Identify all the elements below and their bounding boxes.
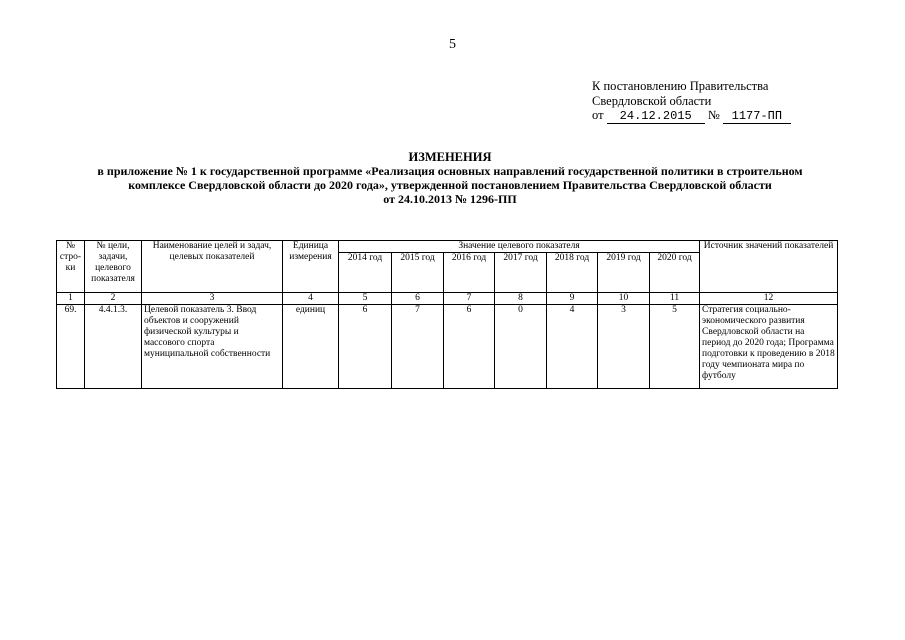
decree-number: 1177-ПП bbox=[723, 110, 791, 124]
heading-line-2: комплексе Свердловской области до 2020 года», утвержденной постановлением Правительства Свердловской области bbox=[128, 178, 772, 192]
decree-date: 24.12.2015 bbox=[607, 110, 705, 124]
header-year: 2014 год bbox=[339, 253, 392, 293]
cell-value-2014: 6 bbox=[339, 305, 392, 389]
cell-name: Целевой показатель 3. Ввод объектов и сооружений физической культуры и массового спорта муниципальной собственности bbox=[142, 305, 283, 389]
header-year: 2018 год bbox=[547, 253, 598, 293]
cell-goal-no: 4.4.1.3. bbox=[85, 305, 142, 389]
cell-value-2020: 5 bbox=[650, 305, 700, 389]
cell-value-2016: 6 bbox=[444, 305, 495, 389]
column-number: 9 bbox=[547, 293, 598, 305]
appendix-line-1: К постановлению Правительства bbox=[592, 79, 769, 93]
header-name: Наименование целей и задач, целевых показателей bbox=[142, 241, 283, 293]
heading-line-1: в приложение № 1 к государственной программе «Реализация основных направлений государственной политики в строительном bbox=[97, 164, 803, 178]
cell-value-2018: 4 bbox=[547, 305, 598, 389]
header-year: 2016 год bbox=[444, 253, 495, 293]
header-goal-no: № цели, задачи, целевого показателя bbox=[85, 241, 142, 293]
appendix-line-2: Свердловской области bbox=[592, 93, 712, 108]
from-label: от bbox=[592, 108, 604, 122]
header-year: 2015 год bbox=[392, 253, 444, 293]
page-number: 5 bbox=[449, 37, 456, 52]
column-number: 6 bbox=[392, 293, 444, 305]
appendix-date-line bbox=[592, 108, 791, 124]
column-number: 10 bbox=[598, 293, 650, 305]
header-year: 2020 год bbox=[650, 253, 700, 293]
column-number: 8 bbox=[495, 293, 547, 305]
column-number-row bbox=[57, 293, 838, 305]
header-unit: Единица измерения bbox=[283, 241, 339, 293]
column-number: 12 bbox=[700, 293, 838, 305]
document-heading bbox=[40, 150, 860, 206]
header-value-group: Значение целевого показателя bbox=[339, 241, 700, 253]
number-label: № bbox=[707, 108, 720, 122]
column-number: 7 bbox=[444, 293, 495, 305]
cell-value-2017: 0 bbox=[495, 305, 547, 389]
appendix-block bbox=[592, 79, 791, 124]
indicators-table bbox=[56, 240, 838, 389]
header-source: Источник значений показателей bbox=[700, 241, 838, 293]
cell-value-2015: 7 bbox=[392, 305, 444, 389]
column-number: 2 bbox=[85, 293, 142, 305]
heading-line-3: от 24.10.2013 № 1296-ПП bbox=[383, 192, 517, 206]
header-year: 2017 год bbox=[495, 253, 547, 293]
column-number: 11 bbox=[650, 293, 700, 305]
cell-row-no: 69. bbox=[57, 305, 85, 389]
column-number: 1 bbox=[57, 293, 85, 305]
column-number: 4 bbox=[283, 293, 339, 305]
header-year: 2019 год bbox=[598, 253, 650, 293]
cell-unit: единиц bbox=[283, 305, 339, 389]
cell-value-2019: 3 bbox=[598, 305, 650, 389]
column-number: 3 bbox=[142, 293, 283, 305]
heading-title: ИЗМЕНЕНИЯ bbox=[408, 150, 492, 164]
cell-source: Стратегия социально-экономического развития Свердловской области на период до 2020 года; Программа подготовки к проведению в 2018 году чемпионата мира по футболу bbox=[700, 305, 838, 389]
header-row-no: № стро-ки bbox=[57, 241, 85, 293]
table-row bbox=[57, 305, 838, 389]
column-number: 5 bbox=[339, 293, 392, 305]
